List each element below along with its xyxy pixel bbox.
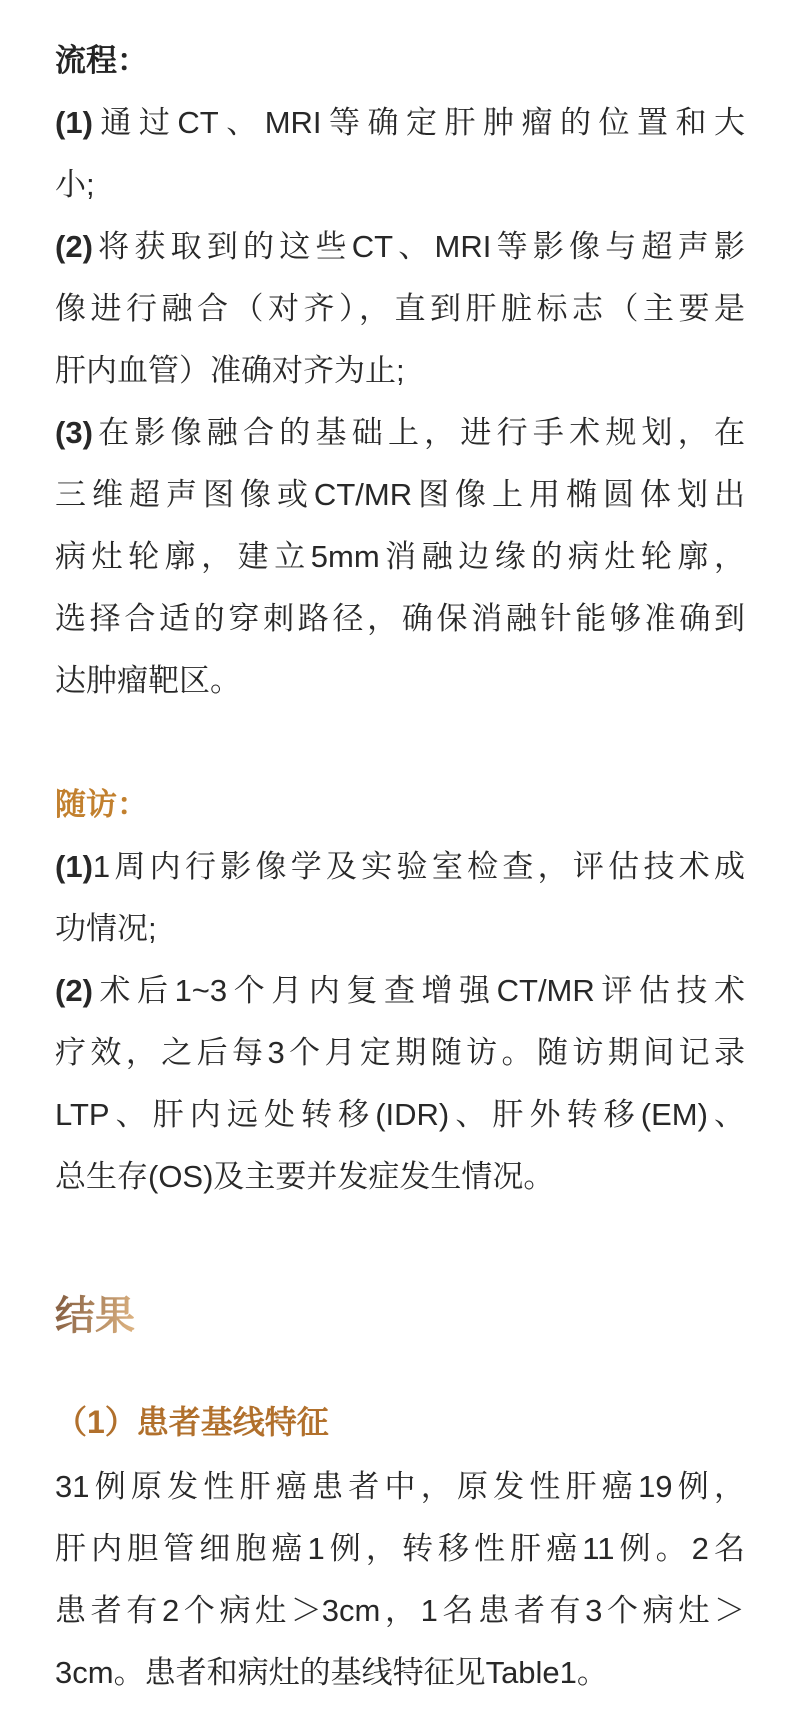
paragraph-line	[55, 92, 745, 154]
paragraph-line	[55, 402, 745, 464]
paragraph-line: 病灶轮廓，建立5mm消融边缘的病灶轮廓，	[55, 539, 745, 574]
paragraph-marker: (1)	[55, 105, 93, 140]
paragraph-line: 像进行融合（对齐），直到肝脏标志（主要是	[55, 291, 745, 326]
paragraph-marker: (3)	[55, 415, 93, 450]
paragraph-line: 选择合适的穿刺路径，确保消融针能够准确到	[55, 601, 745, 636]
paragraph-line: 31例原发性肝癌患者中，原发性肝癌19例，	[55, 1469, 745, 1504]
paragraph-line: 疗效，之后每3个月定期随访。随访期间记录	[55, 1035, 745, 1070]
paragraph-line: 小;	[55, 167, 95, 202]
paragraph-line: 肝内胆管细胞癌1例，转移性肝癌11例。2名	[55, 1531, 745, 1566]
paragraph-text: 1周内行影像学及实验室检查，评估技术成	[92, 849, 745, 884]
paragraph-line: 患者有2个病灶＞3cm，1名患者有3个病灶＞	[55, 1593, 745, 1628]
paragraph-line: 三维超声图像或CT/MR图像上用椭圆体划出	[55, 477, 745, 512]
paragraph-line: 3cm。患者和病灶的基线特征见Table1。	[55, 1655, 608, 1690]
paragraph-line: LTP、肝内远处转移(IDR)、肝外转移(EM)、	[55, 1097, 745, 1132]
paragraph-line	[55, 836, 745, 898]
paragraph-marker: (2)	[55, 229, 93, 264]
paragraph-line	[55, 960, 745, 1022]
results-paragraph	[55, 1456, 745, 1704]
process-paragraph-1	[55, 92, 745, 216]
process-paragraph-3	[55, 402, 745, 712]
results-heading-row	[55, 1292, 745, 1340]
results-title: 结果	[55, 1293, 135, 1338]
paragraph-line: 肝内血管）准确对齐为止;	[55, 353, 405, 388]
paragraph-text: 术后1~3个月内复查增强CT/MR评估技术	[92, 973, 745, 1008]
paragraph-line: 功情况;	[55, 911, 157, 946]
paragraph-marker: (2)	[55, 973, 93, 1008]
paragraph-marker: (1)	[55, 849, 93, 884]
followup-heading: 随访：	[55, 787, 148, 822]
followup-paragraph-1	[55, 836, 745, 960]
paragraph-line	[55, 216, 745, 278]
paragraph-text: 通过CT、MRI等确定肝肿瘤的位置和大	[92, 105, 745, 140]
paragraph-line: 总生存(OS)及主要并发症发生情况。	[55, 1159, 555, 1194]
process-heading: 流程：	[55, 43, 148, 78]
paragraph-line: 达肿瘤靶区。	[55, 663, 241, 698]
results-subheading: （1）患者基线特征	[55, 1404, 329, 1440]
paragraph-text: 在影像融合的基础上，进行手术规划，在	[92, 415, 745, 450]
paragraph-text: 将获取到的这些CT、MRI等影像与超声影	[92, 229, 745, 264]
followup-paragraph-2	[55, 960, 745, 1208]
process-paragraph-2	[55, 216, 745, 402]
